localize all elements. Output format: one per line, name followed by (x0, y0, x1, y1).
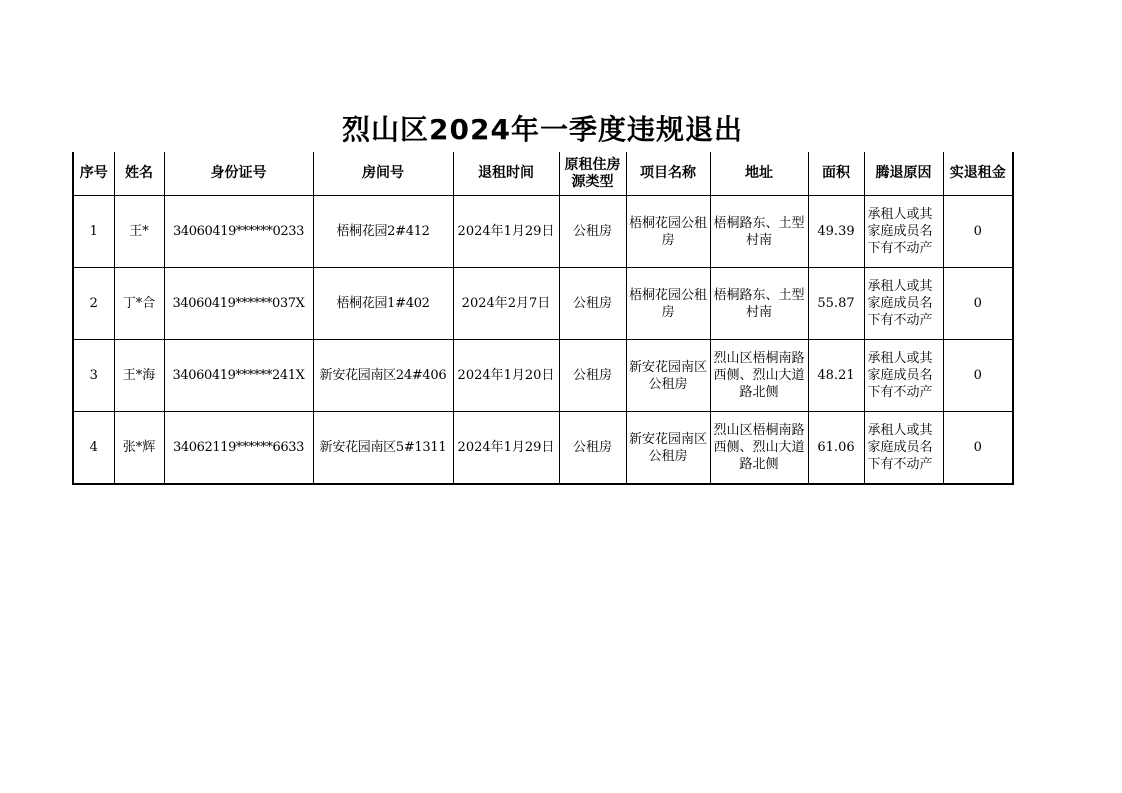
page-title: 烈山区2024年一季度违规退出 (342, 113, 743, 146)
cell-address: 梧桐路东、土型村南 (710, 196, 808, 268)
cell-name: 王* (114, 196, 164, 268)
cell-project: 新安花园南区公租房 (626, 340, 710, 412)
cell-date: 2024年2月7日 (453, 268, 559, 340)
cell-address: 梧桐路东、土型村南 (710, 268, 808, 340)
cell-reason: 承租人或其家庭成员名下有不动产 (864, 196, 943, 268)
cell-name: 丁*合 (114, 268, 164, 340)
table-row (73, 340, 1013, 412)
cell-id: 34060419******0233 (164, 196, 313, 268)
cell-project: 梧桐花园公租房 (626, 268, 710, 340)
table-row (73, 196, 1013, 268)
header-reason: 腾退原因 (864, 152, 943, 196)
table-row (73, 268, 1013, 340)
cell-date: 2024年1月29日 (453, 412, 559, 485)
cell-no: 2 (73, 268, 114, 340)
cell-date: 2024年1月20日 (453, 340, 559, 412)
cell-refund: 0 (943, 412, 1013, 485)
cell-project: 梧桐花园公租房 (626, 196, 710, 268)
cell-id: 34062119******6633 (164, 412, 313, 485)
cell-room: 梧桐花园1#402 (313, 268, 453, 340)
header-name: 姓名 (114, 152, 164, 196)
header-row (73, 152, 1013, 196)
cell-id: 34060419******241X (164, 340, 313, 412)
cell-reason: 承租人或其家庭成员名下有不动产 (864, 268, 943, 340)
header-refund: 实退租金 (943, 152, 1013, 196)
cell-room: 梧桐花园2#412 (313, 196, 453, 268)
cell-area: 55.87 (808, 268, 864, 340)
cell-project: 新安花园南区公租房 (626, 412, 710, 485)
cell-name: 张*辉 (114, 412, 164, 485)
cell-type: 公租房 (559, 196, 626, 268)
cell-reason: 承租人或其家庭成员名下有不动产 (864, 340, 943, 412)
cell-reason: 承租人或其家庭成员名下有不动产 (864, 412, 943, 485)
cell-id: 34060419******037X (164, 268, 313, 340)
header-area: 面积 (808, 152, 864, 196)
cell-date: 2024年1月29日 (453, 196, 559, 268)
header-no: 序号 (73, 152, 114, 196)
cell-room: 新安花园南区24#406 (313, 340, 453, 412)
table-row (73, 412, 1013, 485)
cell-name: 王*海 (114, 340, 164, 412)
header-id: 身份证号 (164, 152, 313, 196)
cell-no: 3 (73, 340, 114, 412)
cell-refund: 0 (943, 196, 1013, 268)
cell-type: 公租房 (559, 340, 626, 412)
cell-area: 61.06 (808, 412, 864, 485)
cell-area: 48.21 (808, 340, 864, 412)
cell-no: 1 (73, 196, 114, 268)
header-type: 原租住房源类型 (559, 152, 626, 196)
cell-refund: 0 (943, 268, 1013, 340)
cell-area: 49.39 (808, 196, 864, 268)
cell-no: 4 (73, 412, 114, 485)
header-project: 项目名称 (626, 152, 710, 196)
cell-type: 公租房 (559, 412, 626, 485)
header-room: 房间号 (313, 152, 453, 196)
cell-type: 公租房 (559, 268, 626, 340)
table-header (73, 152, 1013, 196)
cell-refund: 0 (943, 340, 1013, 412)
eviction-table (72, 152, 1014, 485)
cell-room: 新安花园南区5#1311 (313, 412, 453, 485)
cell-address: 烈山区梧桐南路西侧、烈山大道路北侧 (710, 412, 808, 485)
header-address: 地址 (710, 152, 808, 196)
table-body (73, 196, 1013, 485)
header-date: 退租时间 (453, 152, 559, 196)
cell-address: 烈山区梧桐南路西侧、烈山大道路北侧 (710, 340, 808, 412)
